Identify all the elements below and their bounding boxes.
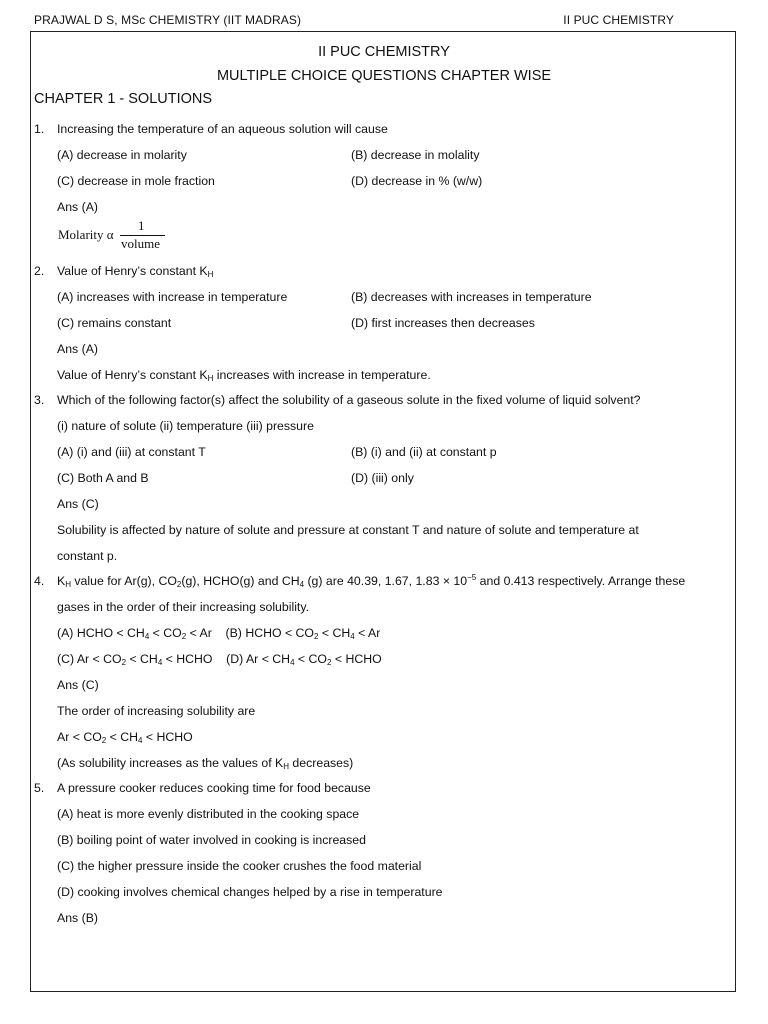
chapter-heading: CHAPTER 1 - SOLUTIONS [34, 91, 213, 107]
doc-subtitle: MULTIPLE CHOICE QUESTIONS CHAPTER WISE [216, 68, 552, 84]
q5-option-d: (D) cooking involves chemical changes helped by a rise in temperature [57, 885, 443, 899]
q2-option-b: (B) decreases with increases in temperature [351, 290, 592, 304]
q1-formula-denominator: volume [121, 236, 160, 251]
q4-text-line2: gases in the order of their increasing solubility. [57, 600, 309, 614]
q1-number: 1. [34, 122, 45, 136]
q5-text: A pressure cooker reduces cooking time for food because [57, 781, 371, 795]
q2-option-d: (D) first increases then decreases [351, 316, 535, 330]
q3-option-c: (C) Both A and B [57, 471, 149, 485]
q5-option-c: (C) the higher pressure inside the cooker crushes the food material [57, 859, 422, 873]
q5-answer: Ans (B) [57, 911, 98, 925]
q4-options-ab: (A) HCHO < $CH_4 < CO_2 < Ar$ (B) HCHO < $CO_2 < CH_4 < Ar$ [57, 626, 381, 641]
q5-option-a: (A) heat is more evenly distributed in the cooking space [57, 807, 360, 821]
q1-option-a: (A) decrease in molarity [57, 148, 187, 162]
q2-text: Value of Henry’s constant $K_H$ [57, 264, 214, 279]
q2-explanation: Value of Henry’s constant $K_H$ increases with increase in temperature. [57, 368, 431, 383]
q3-option-a: (A) (i) and (iii) at constant T [57, 445, 206, 459]
q2-option-a: (A) increases with increase in temperature [57, 290, 288, 304]
q4-explanation-order: $Ar < CO_2 < CH_4$ < HCHO [57, 730, 193, 745]
q3-option-b: (B) (i) and (ii) at constant p [351, 445, 497, 459]
q3-number: 3. [34, 393, 45, 407]
q4-options-cd: (C) $Ar < CO_2 < CH_4$ < HCHO (D) $Ar < CH_4 < CO_2$ < HCHO [57, 652, 382, 667]
q2-answer: Ans (A) [57, 342, 98, 356]
q3-explanation-line2: constant p. [57, 549, 118, 563]
q4-number: 4. [34, 574, 45, 588]
q4-answer: Ans (C) [57, 678, 99, 692]
q1-formula-lhs: Molarity α [58, 227, 114, 242]
q1-formula-numerator: 1 [138, 218, 145, 233]
q1-text: Increasing the temperature of an aqueous solution will cause [57, 122, 388, 136]
header-right: II PUC CHEMISTRY [563, 13, 674, 27]
q3-option-d: (D) (iii) only [351, 471, 414, 485]
header-left: PRAJWAL D S, MSc CHEMISTRY (IIT MADRAS) [34, 13, 302, 27]
q2-option-c: (C) remains constant [57, 316, 172, 330]
q3-text: Which of the following factor(s) affect the solubility of a gaseous solute in the fixed volume of liquid solvent? [57, 393, 641, 407]
q5-number: 5. [34, 781, 45, 795]
q4-text-line1: $K_H$ value for Ar(g), $CO_2(g)$, HCHO(g) and $CH_4$ (g) are 40.39, 1.67, $1.83 \times 10^{-5}$ and 0.413 respectively. Arrange these [57, 573, 686, 589]
q3-explanation-line1: Solubility is affected by nature of solute and pressure at constant T and nature of solute and temperature at [57, 523, 639, 537]
q2-number: 2. [34, 264, 45, 278]
q1-option-b: (B) decrease in molality [351, 148, 480, 162]
q1-answer: Ans (A) [57, 200, 98, 214]
q1-option-d: (D) decrease in % (w/w) [351, 174, 483, 188]
q1-option-c: (C) decrease in mole fraction [57, 174, 215, 188]
q4-explanation-line1: The order of increasing solubility are [57, 704, 256, 718]
q4-explanation-line3: (As solubility increases as the values of $K_H$ decreases) [57, 756, 354, 771]
q3-statements: (i) nature of solute (ii) temperature (iii) pressure [57, 419, 314, 433]
doc-title: II PUC CHEMISTRY [318, 44, 450, 60]
q3-answer: Ans (C) [57, 497, 99, 511]
q5-option-b: (B) boiling point of water involved in cooking is increased [57, 833, 366, 847]
